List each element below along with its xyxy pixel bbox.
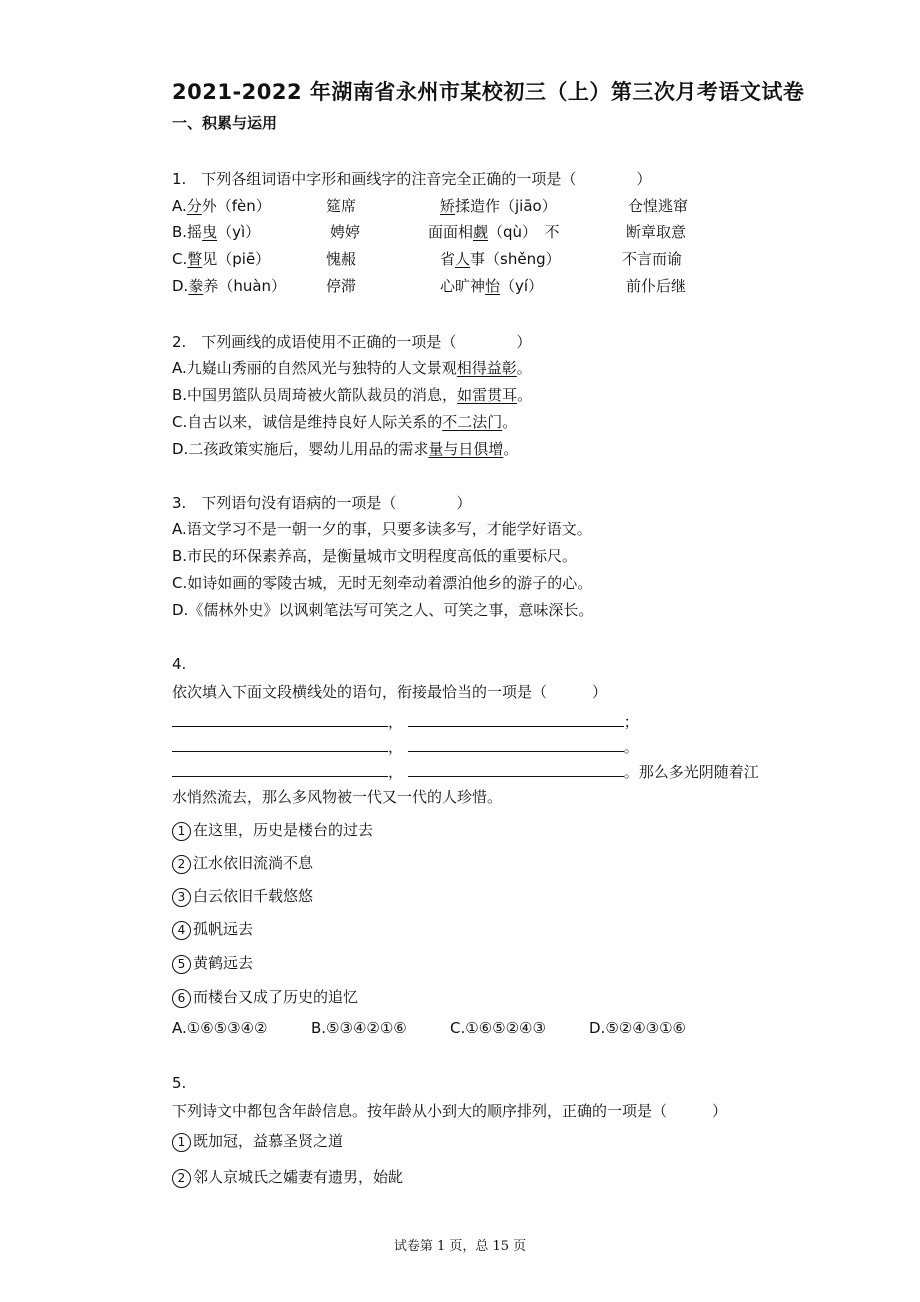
q1-a-word3: 矫揉造作（jiāo） <box>440 197 557 215</box>
q4-item: 5 黄鹤远去 <box>172 952 253 974</box>
q1-b-word4: 断章取意 <box>626 223 687 241</box>
q1-d-word: D.豢养（huàn） <box>172 277 287 295</box>
q3-stem: 3. 下列语句没有语病的一项是（ ） <box>172 494 472 512</box>
q4-choice-a[interactable]: A.①⑥⑤③④② <box>172 1019 268 1037</box>
fill-blank[interactable] <box>172 762 388 777</box>
q4-passage-continuation: 水悄然流去，那么多风物被一代又一代的人珍惜。 <box>172 788 503 806</box>
q5-number: 5. <box>172 1074 187 1092</box>
q1-c-word3: 省人事（shěng） <box>440 250 561 268</box>
q4-item: 3 白云依旧千载悠悠 <box>172 885 313 907</box>
q3-option-b: B.市民的环保素养高，是衡量城市文明程度高低的重要标尺。 <box>172 547 578 565</box>
q1-c-word2: 愧赧 <box>326 250 357 268</box>
section-heading: 一、积累与运用 <box>172 114 278 132</box>
q4-stem: 依次填入下面文段横线处的语句，衔接最恰当的一项是（ ） <box>172 683 608 701</box>
q4-blank-line-2: ， 。 <box>172 736 639 757</box>
exam-title: 2021-2022 年湖南省永州市某校初三（上）第三次月考语文试卷 <box>172 80 805 104</box>
q5-stem: 下列诗文中都包含年龄信息。按年龄从小到大的顺序排列，正确的一项是（ ） <box>172 1102 728 1120</box>
fill-blank[interactable] <box>172 737 388 752</box>
q2-option-b: B.中国男篮队员周琦被火箭队裁员的消息，如雷贯耳。 <box>172 386 533 404</box>
q4-blank-line-3: ， 。那么多光阴随着江 <box>172 761 759 782</box>
circled-number: 3 <box>172 888 191 907</box>
fill-blank[interactable] <box>172 712 388 727</box>
fill-blank[interactable] <box>408 762 624 777</box>
q2-option-a: A.九嶷山秀丽的自然风光与独特的人文景观相得益彰。 <box>172 359 532 377</box>
q4-choice-c[interactable]: C.①⑥⑤②④③ <box>450 1019 546 1037</box>
q4-item: 1 在这里，历史是楼台的过去 <box>172 819 373 841</box>
fill-blank[interactable] <box>408 712 624 727</box>
q1-b-word3: 面面相觑（qù） 不 <box>428 223 560 241</box>
page-footer: 试卷第 1 页，总 15 页 <box>393 1239 527 1254</box>
q2-stem: 2. 下列画线的成语使用不正确的一项是（ ） <box>172 333 532 351</box>
circled-number: 1 <box>172 822 191 841</box>
q2-option-d: D.二孩政策实施后，婴幼儿用品的需求量与日俱增。 <box>172 440 519 458</box>
q1-c-word4: 不言而谕 <box>622 250 683 268</box>
q4-choice-d[interactable]: D.⑤②④③①⑥ <box>589 1019 687 1037</box>
q1-stem: 1. 下列各组词语中字形和画线字的注音完全正确的一项是（ ） <box>172 170 652 188</box>
q3-option-d: D.《儒林外史》以讽刺笔法写可笑之人、可笑之事，意味深长。 <box>172 601 594 619</box>
q4-item: 4 孤帆远去 <box>172 918 253 940</box>
q4-choice-b[interactable]: B.⑤③④②①⑥ <box>311 1019 407 1037</box>
fill-blank[interactable] <box>408 737 624 752</box>
circled-number: 6 <box>172 989 191 1008</box>
q1-d-word4: 前仆后继 <box>626 277 687 295</box>
q2-option-c: C.自古以来，诚信是维持良好人际关系的不二法门。 <box>172 413 518 431</box>
q5-item: 2 邻人京城氏之孀妻有遗男，始龀 <box>172 1166 403 1188</box>
circled-number: 4 <box>172 921 191 940</box>
q1-d-word2: 停滞 <box>326 277 357 295</box>
q1-b-word: B.摇曳（yì） <box>172 223 261 241</box>
q4-number: 4. <box>172 655 187 673</box>
q1-a-word4: 仓惶逃窜 <box>628 197 689 215</box>
q1-a-word: A.分外（fèn） <box>172 197 271 215</box>
q5-item: 1 既加冠，益慕圣贤之道 <box>172 1130 343 1152</box>
q1-a-word2: 筵席 <box>326 197 357 215</box>
q4-item: 6 而楼台又成了历史的追忆 <box>172 986 358 1008</box>
circled-number: 5 <box>172 955 191 974</box>
q3-option-c: C.如诗如画的零陵古城，无时无刻牵动着漂泊他乡的游子的心。 <box>172 574 593 592</box>
q1-b-word2: 娉婷 <box>330 223 361 241</box>
q1-c-word: C.瞥见（piē） <box>172 250 271 268</box>
circled-number: 2 <box>172 855 191 874</box>
circled-number: 2 <box>172 1169 191 1188</box>
q4-blank-line-1: ， ； <box>172 711 639 732</box>
circled-number: 1 <box>172 1133 191 1152</box>
q1-d-word3: 心旷神怡（yí） <box>440 277 544 295</box>
q3-option-a: A.语文学习不是一朝一夕的事，只要多读多写，才能学好语文。 <box>172 520 592 538</box>
q4-item: 2 江水依旧流淌不息 <box>172 852 313 874</box>
